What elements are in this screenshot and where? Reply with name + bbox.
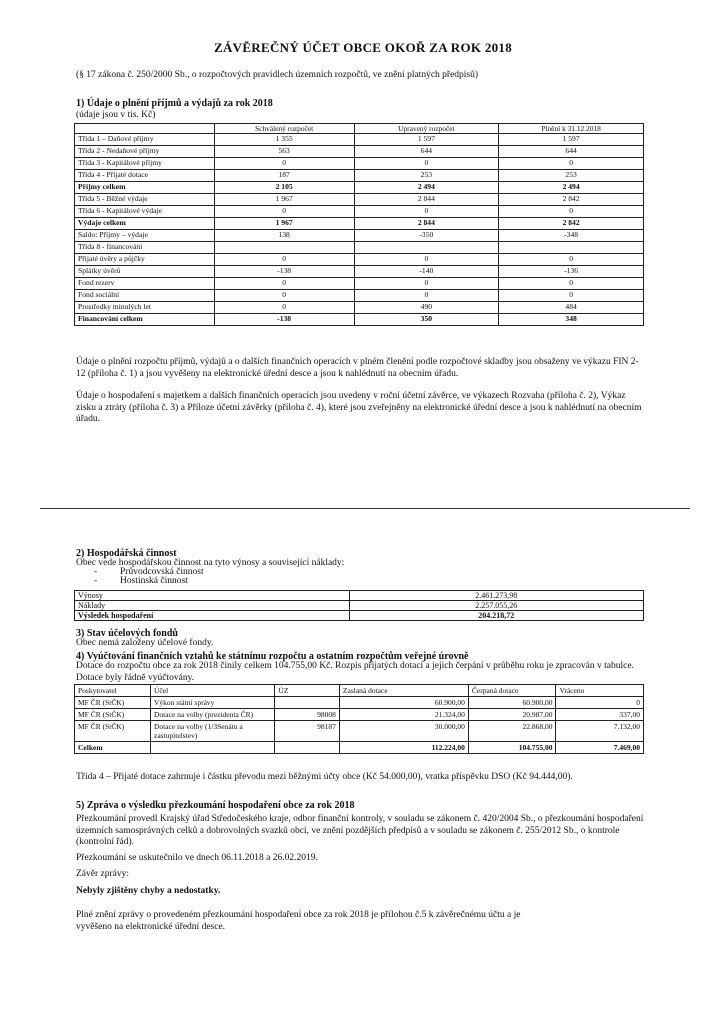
- row-value: 2 844: [354, 194, 499, 206]
- units-note: (údaje jsou v tis. Kč): [76, 110, 156, 120]
- table-header-row: [75, 124, 644, 134]
- row-value: 0: [214, 254, 354, 266]
- row-value: 644: [499, 146, 644, 158]
- table-cell: MF ČR (StČK): [75, 721, 151, 742]
- table-row: [75, 278, 644, 290]
- table-cell: [275, 697, 340, 709]
- table-cell: 22.868,00: [468, 721, 556, 742]
- row-value: 0: [499, 254, 644, 266]
- table-cell: Dotace na volby (1/3Senátu a zastupitelstev): [151, 721, 275, 742]
- row-value: 0: [499, 206, 644, 218]
- row-value: 253: [354, 170, 499, 182]
- table-cell: 98187: [275, 721, 340, 742]
- row-value: 0: [354, 254, 499, 266]
- section-4-note: Třída 4 – Přijaté dotace zahrnuje i částku převodu mezi běžnými účty obce (Kč 54.000,00), vratka příspěvku DSO (Kč 94.444,00).: [76, 772, 573, 782]
- section-4-heading: 4) Vyúčtování finančních vztahů ke státnímu rozpočtu a ostatním rozpočtům veřejné úrovně: [76, 651, 469, 662]
- table-row: [75, 601, 644, 611]
- table-row: [75, 266, 644, 278]
- row-label: Třída 3 - Kapitálové příjmy: [75, 158, 215, 170]
- section-5-para-5: Plné znění zprávy o provedeném přezkoumání hospodaření obce za rok 2018 je přílohou č.5 k závěrečnému účtu a je vyvěšeno na elektronické úřední desce.: [76, 910, 521, 932]
- row-value: 350: [354, 314, 499, 326]
- row-label: Příjmy celkem: [75, 182, 215, 194]
- row-label: Třída 1 – Daňové příjmy: [75, 134, 215, 146]
- row-label: Třída 8 - financování: [75, 242, 215, 254]
- table-row: [75, 146, 644, 158]
- row-value: 2 842: [499, 218, 644, 230]
- intro-text: (§ 17 zákona č. 250/2000 Sb., o rozpočtových pravidlech územních rozpočtů, ve znění platných předpisů): [76, 70, 479, 80]
- table-row: [75, 302, 644, 314]
- section-3-text: Obec nemá založeny účelové fondy.: [76, 638, 214, 648]
- row-value: 563: [214, 146, 354, 158]
- row-value: [354, 242, 499, 254]
- table-cell: 30.000,00: [339, 721, 468, 742]
- column-header: Čerpaná dotace: [468, 685, 556, 697]
- row-label: Náklady: [75, 601, 350, 611]
- row-label: Přijaté úvěry a půjčky: [75, 254, 215, 266]
- section-5-para-2: Přezkoumání se uskutečnilo ve dnech 06.11.2018 a 26.02.2019.: [76, 853, 318, 863]
- column-header: Vráceno: [556, 685, 644, 697]
- table-cell: 21.324,00: [339, 709, 468, 721]
- table-row: [75, 218, 644, 230]
- row-value: 1 355: [214, 134, 354, 146]
- row-value: -348: [499, 230, 644, 242]
- row-value: 2 844: [354, 218, 499, 230]
- row-value: 1 597: [499, 134, 644, 146]
- section-4-text: Dotace do rozpočtu obce za rok 2018 činily celkem 104.755,00 Kč. Rozpis přijatých dotací a jejich čerpání v průběhu roku je zpracován v tabulce. Dotace byly řádně vyúčtovány.: [76, 661, 634, 683]
- section-5-conclusion: Nebyly zjištěny chyby a nedostatky.: [76, 886, 221, 896]
- table-cell: [151, 742, 275, 754]
- table-cell: [275, 742, 340, 754]
- section-5-para-1: Přezkoumání provedl Krajský úřad Středočeského kraje, odbor finanční kontroly, v souladu se zákonem č. 420/2004 Sb., o přezkoumání hospodaření územních samosprávných celků a dobrovolných svazků obcí, ve znění pozdějších předpisů a v souladu se zákonem č. 255/2012 Sb., o kontrole (kontrolní řád).: [76, 814, 644, 847]
- row-value: 204.218,72: [349, 611, 643, 621]
- table-row: [75, 721, 644, 742]
- table-header-row: [75, 685, 644, 697]
- row-value: 1 967: [214, 218, 354, 230]
- row-value: 0: [214, 206, 354, 218]
- table-cell: MF ČR (StČK): [75, 709, 151, 721]
- row-value: 1 597: [354, 134, 499, 146]
- table-row: [75, 206, 644, 218]
- table-row: [75, 194, 644, 206]
- row-value: 0: [214, 278, 354, 290]
- row-value: 644: [354, 146, 499, 158]
- table-row: [75, 230, 644, 242]
- row-value: -350: [354, 230, 499, 242]
- table-cell: 60.900,00: [468, 697, 556, 709]
- section-5-para-3: Závěr zprávy:: [76, 869, 130, 879]
- section-1-para-1: Údaje o plnění rozpočtu příjmů, výdajů a o dalších finančních operacích v plném členění podle rozpočtové skladby jsou obsaženy ve výkazu FIN 2-12 (příloha č. 1) a jsou vyvěšeny na elektronické úřední desce a jsou k nahlédnutí na obecním úřadu.: [76, 357, 639, 379]
- section-1-para-2: Údaje o hospodaření s majetkem a dalších finančních operacích jsou uvedeny v roční účetní závěrce, ve výkazech Rozvaha (příloha č. 2), Výkaz zisku a ztráty (příloha č. 3) a Příloze účetní závěrky (příloha č. 4), které jsou zveřejněny na elektronické úřední desce a jsou k nahlédnutí na obecním úřadu.: [76, 391, 642, 424]
- table-row: [75, 709, 644, 721]
- row-value: 187: [214, 170, 354, 182]
- row-value: 2 842: [499, 194, 644, 206]
- table-cell: 104.755,00: [468, 742, 556, 754]
- row-value: 0: [214, 290, 354, 302]
- row-label: Fond sociální: [75, 290, 215, 302]
- section-2-heading: 2) Hospodářská činnost: [76, 548, 177, 559]
- section-3-heading: 3) Stav účelových fondů: [76, 628, 178, 639]
- budget-table: [74, 123, 644, 326]
- section-1-heading: 1) Údaje o plnění příjmů a výdajů za rok 2018: [76, 98, 273, 109]
- table-row: [75, 254, 644, 266]
- row-label: Třída 5 - Běžné výdaje: [75, 194, 215, 206]
- document-title: ZÁVĚREČNÝ ÚČET OBCE OKOŘ ZA ROK 2018: [213, 40, 513, 55]
- row-value: 0: [214, 158, 354, 170]
- table-cell: 7.469,00: [556, 742, 644, 754]
- table-cell: 7.132,00: [556, 721, 644, 742]
- row-value: 138: [214, 230, 354, 242]
- row-value: -138: [214, 314, 354, 326]
- table-cell: 20.987,00: [468, 709, 556, 721]
- column-header: Účel: [151, 685, 275, 697]
- business-activity-table: [74, 590, 644, 621]
- row-value: 0: [499, 278, 644, 290]
- column-header: Upravený rozpočet: [354, 124, 499, 134]
- row-value: 0: [354, 290, 499, 302]
- row-value: 2 105: [214, 182, 354, 194]
- column-header: ÚZ: [275, 685, 340, 697]
- column-header: Plnění k 31.12.2018: [499, 124, 644, 134]
- row-value: 0: [354, 158, 499, 170]
- row-value: 2 494: [354, 182, 499, 194]
- table-cell: Dotace na volby (prezidenta ČR): [151, 709, 275, 721]
- table-cell: 60.900,00: [339, 697, 468, 709]
- table-row: [75, 591, 644, 601]
- row-label: Fond rezerv: [75, 278, 215, 290]
- table-row: [75, 314, 644, 326]
- column-header: Poskytovatel: [75, 685, 151, 697]
- table-cell: 98008: [275, 709, 340, 721]
- row-value: 2.257.055,26: [349, 601, 643, 611]
- row-value: -140: [354, 266, 499, 278]
- row-label: Výnosy: [75, 591, 350, 601]
- table-row: [75, 134, 644, 146]
- column-header: Zaslaná dotace: [339, 685, 468, 697]
- row-value: [499, 242, 644, 254]
- row-value: 0: [214, 302, 354, 314]
- row-label: Třída 2 - Nedaňové příjmy: [75, 146, 215, 158]
- section-2-text: Obec vede hospodářskou činnost na tyto výnosy a související náklady:: [76, 558, 345, 568]
- row-value: 0: [354, 206, 499, 218]
- row-value: 253: [499, 170, 644, 182]
- divider: [40, 508, 690, 509]
- row-value: 0: [499, 290, 644, 302]
- table-row: [75, 697, 644, 709]
- table-cell: Výkon státní správy: [151, 697, 275, 709]
- table-row: [75, 242, 644, 254]
- column-header: Schválený rozpočet: [214, 124, 354, 134]
- subsidy-table: [74, 684, 644, 754]
- row-label: Třída 6 - Kapitálové výdaje: [75, 206, 215, 218]
- row-label: Výdaje celkem: [75, 218, 215, 230]
- row-label: Prostředky minulých let: [75, 302, 215, 314]
- table-cell: MF ČR (StČK): [75, 697, 151, 709]
- section-2-item: - Průvodcovská činnost: [94, 567, 204, 577]
- row-label: Třída 4 - Přijaté dotace: [75, 170, 215, 182]
- row-value: 490: [354, 302, 499, 314]
- row-label: Splátky úvěrů: [75, 266, 215, 278]
- section-5-heading: 5) Zpráva o výsledku přezkoumání hospodaření obce za rok 2018: [76, 800, 355, 811]
- row-value: 1 967: [214, 194, 354, 206]
- table-row: [75, 158, 644, 170]
- row-label: Saldo: Příjmy – výdaje: [75, 230, 215, 242]
- column-header: [75, 124, 215, 134]
- table-cell: 112.224,00: [339, 742, 468, 754]
- row-value: 348: [499, 314, 644, 326]
- row-value: -138: [214, 266, 354, 278]
- table-cell: 337,00: [556, 709, 644, 721]
- table-row: [75, 170, 644, 182]
- row-value: 0: [354, 278, 499, 290]
- row-value: 2.461.273,98: [349, 591, 643, 601]
- row-value: 0: [499, 158, 644, 170]
- table-row: [75, 611, 644, 621]
- row-value: 484: [499, 302, 644, 314]
- row-label: Výsledek hospodaření: [75, 611, 350, 621]
- table-total-row: [75, 742, 644, 754]
- table-cell: Celkem: [75, 742, 151, 754]
- row-value: [214, 242, 354, 254]
- table-row: [75, 290, 644, 302]
- table-cell: 0: [556, 697, 644, 709]
- table-row: [75, 182, 644, 194]
- row-label: Financování celkem: [75, 314, 215, 326]
- row-value: 2 494: [499, 182, 644, 194]
- section-2-item: - Hostinská činnost: [94, 576, 188, 586]
- row-value: -136: [499, 266, 644, 278]
